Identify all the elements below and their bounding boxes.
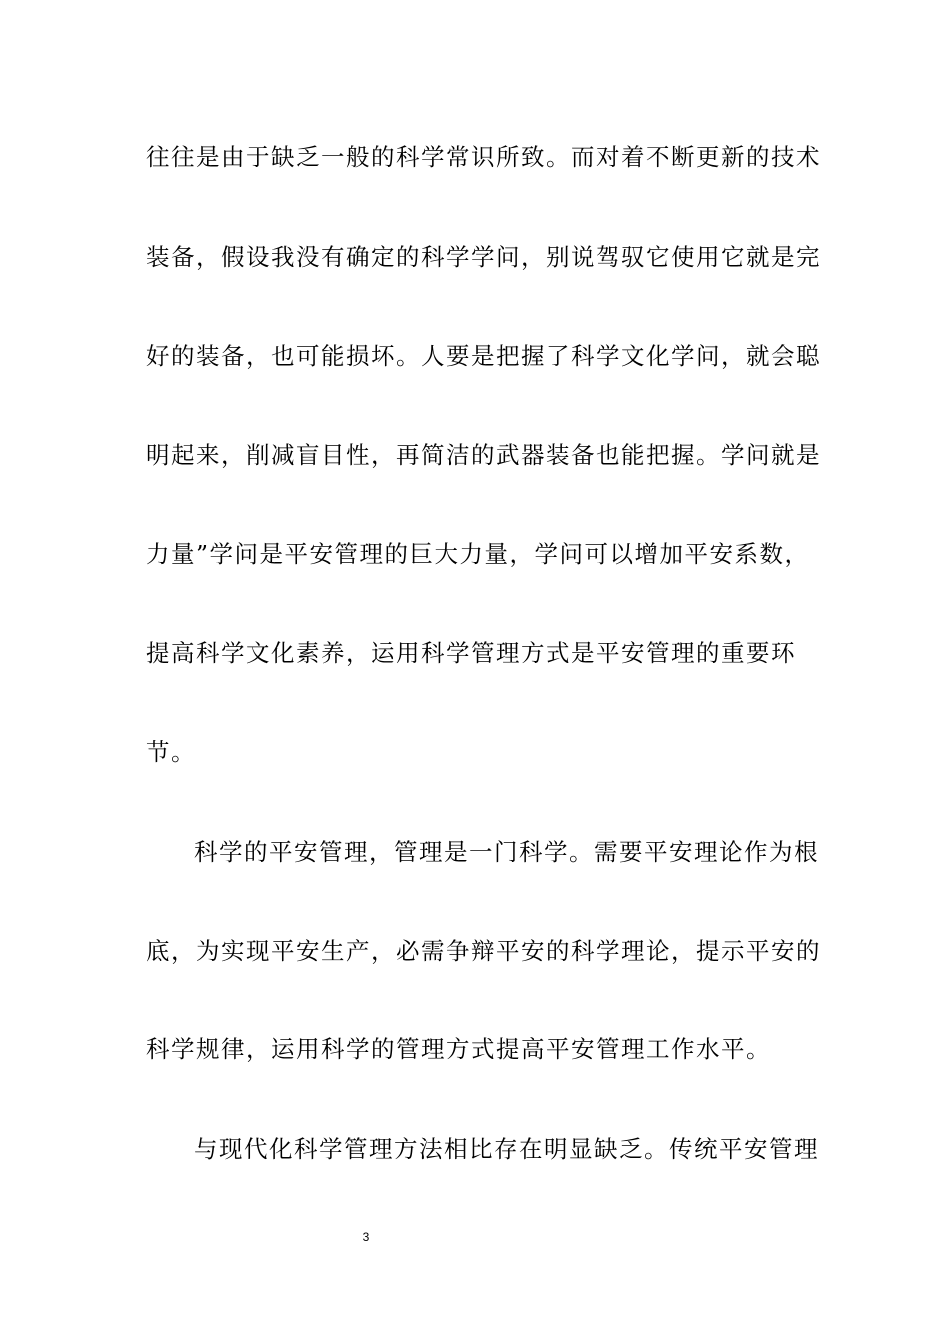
paragraph-first-line: 科学的平安管理，管理是一门科学。需要平安理论作为根 [194, 838, 819, 866]
text-line: 节。 [146, 738, 196, 766]
text-line: 力量”学问是平安管理的巨大力量，学问可以增加平安系数， [146, 540, 810, 568]
page-number: 3 [362, 1230, 370, 1244]
text-line: 装备，假设我没有确定的科学学问，别说驾驭它使用它就是完 [146, 243, 821, 271]
text-line: 好的装备，也可能损坏。人要是把握了科学文化学问，就会聪 [146, 342, 821, 370]
text-line: 科学规律，运用科学的管理方式提高平安管理工作水平。 [146, 1035, 771, 1063]
text-line: 明起来，削减盲目性，再简洁的武器装备也能把握。学问就是 [146, 441, 821, 469]
paragraph-first-line: 与现代化科学管理方法相比存在明显缺乏。传统平安管理 [194, 1135, 819, 1163]
text-line: 底，为实现平安生产，必需争辩平安的科学理论，提示平安的 [146, 937, 821, 965]
text-line: 提高科学文化素养，运用科学管理方式是平安管理的重要环 [146, 639, 796, 667]
text-line: 往往是由于缺乏一般的科学常识所致。而对着不断更新的技术 [146, 143, 821, 171]
